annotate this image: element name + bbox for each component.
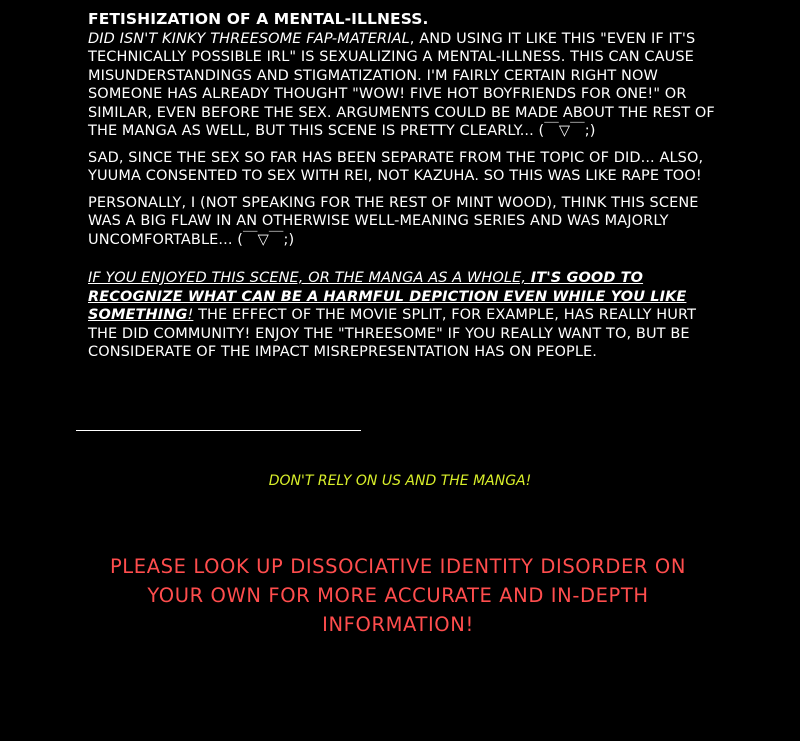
paragraph-1 bbox=[88, 30, 728, 141]
paragraph-4-underline-text: IF YOU ENJOYED THIS SCENE, OR THE MANGA AS A WHOLE, bbox=[88, 270, 531, 286]
paragraph-4-underline-tail: ! bbox=[187, 307, 194, 323]
paragraph-4-body: THE EFFECT OF THE MOVIE SPLIT, FOR EXAMPLE, HAS REALLY HURT THE DID COMMUNITY! ENJOY THE "THREESOME" IF YOU REALLY WANT TO, BUT BE CONSIDERATE OF THE IMPACT MISREPRESENTATION HAS ON PEOPLE. bbox=[88, 307, 697, 360]
paragraph-4-underline-bold: IT'S GOOD TO RECOGNIZE WHAT CAN BE A HARMFUL DEPICTION EVEN WHILE YOU LIKE SOMETHING bbox=[88, 270, 687, 323]
paragraph-2: SAD, SINCE THE SEX SO FAR HAS BEEN SEPARATE FROM THE TOPIC OF DID... ALSO, YUUMA CONSENTED TO SEX WITH REI, NOT KAZUHA. SO THIS WAS LIKE RAPE TOO! bbox=[88, 149, 704, 184]
paragraph-1-italic-lead: DID ISN'T KINKY THREESOME FAP-MATERIAL bbox=[88, 30, 410, 47]
paragraph-gap bbox=[88, 257, 728, 269]
yellow-note: DON'T RELY ON US AND THE MANGA! bbox=[268, 473, 532, 489]
paragraph-4 bbox=[88, 269, 728, 362]
paragraph-1-body: , AND USING IT LIKE THIS "EVEN IF IT'S TECHNICALLY POSSIBLE IRL" IS SEXUALIZING A MENTAL-ILLNESS. THIS CAN CAUSE MISUNDERSTANDINGS AND STIGMATIZATION. I'M FAIRLY CERTAIN RIGHT NOW SOMEONE HAS ALREADY THOUGHT "WOW! FIVE HOT BOYFRIENDS FOR ONE!" OR SIMILAR, EVEN BEFORE THE SEX. ARGUMENTS COULD BE MADE ABOUT THE REST OF THE MANGA AS WELL, BUT THIS SCENE IS PRETTY CLEARLY... (￣▽￣;) bbox=[88, 30, 715, 139]
main-text-block bbox=[88, 10, 728, 370]
section-heading: FETISHIZATION OF A MENTAL-ILLNESS. bbox=[88, 10, 429, 28]
red-callout: PLEASE LOOK UP DISSOCIATIVE IDENTITY DISORDER ON YOUR OWN FOR MORE ACCURATE AND IN-DEPTH INFORMATION! bbox=[109, 555, 687, 636]
paragraph-3: PERSONALLY, I (NOT SPEAKING FOR THE REST OF MINT WOOD), THINK THIS SCENE WAS A BIG FLAW IN AN OTHERWISE WELL-MEANING SERIES AND WAS MAJORLY UNCOMFORTABLE... (￣▽￣;) bbox=[88, 194, 699, 248]
horizontal-divider bbox=[76, 430, 361, 431]
